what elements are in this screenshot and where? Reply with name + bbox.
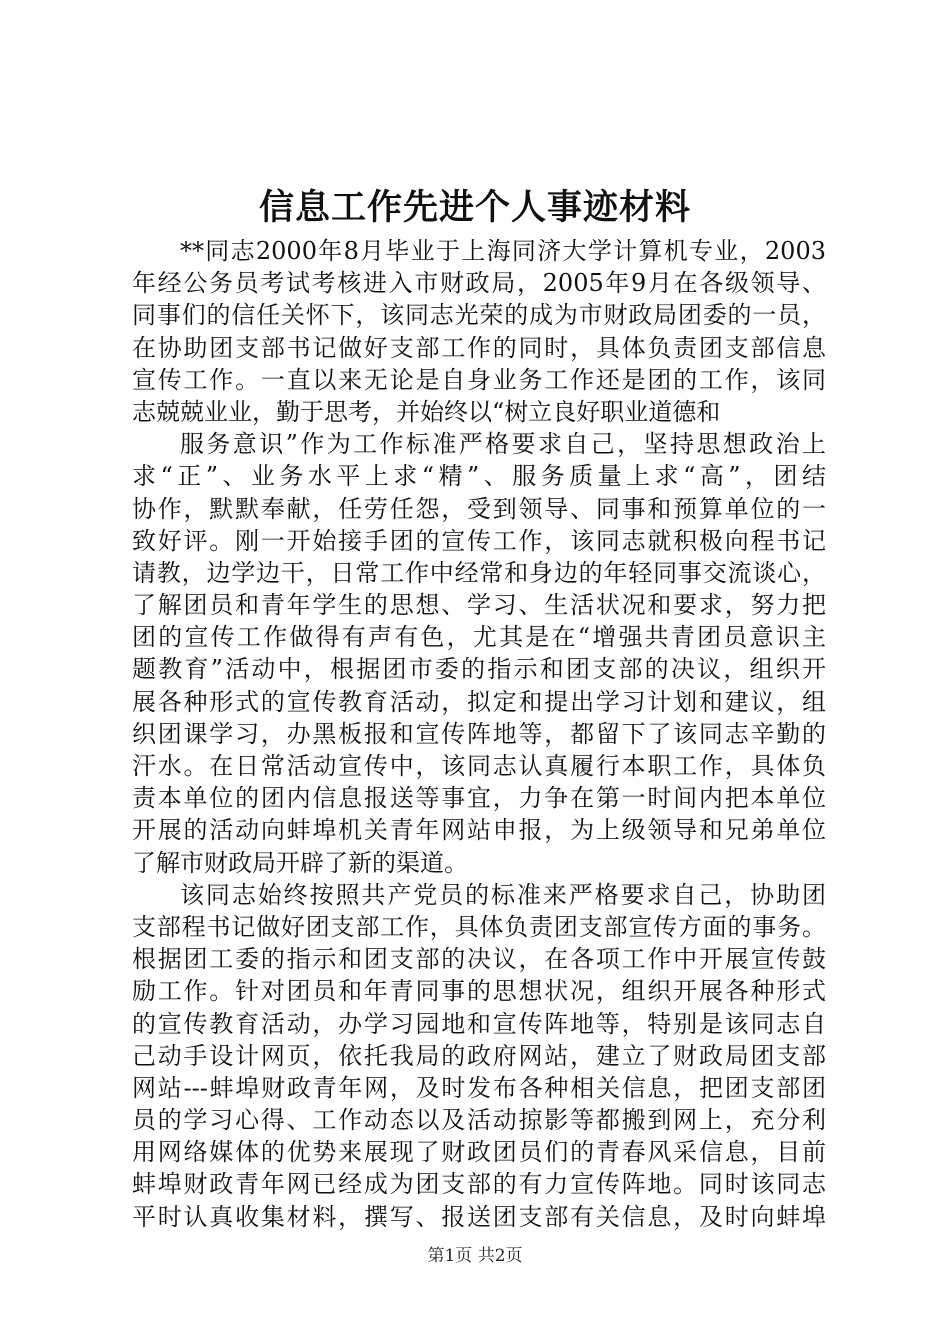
text-line: 责本单位的团内信息报送等事宜，力争在第一时间内把本单位 (132, 784, 826, 813)
text-line: 平时认真收集材料，撰写、报送团支部有关信息，及时向蚌埠 (132, 1202, 826, 1231)
text-line: 致好评。刚一开始接手团的宣传工作，该同志就积极向程书记 (132, 526, 826, 555)
text-line: 同事们的信任关怀下，该同志光荣的成为市财政局团委的一员， (132, 301, 826, 330)
text-line: 蚌埠财政青年网已经成为团支部的有力宣传阵地。同时该同志 (132, 1170, 826, 1199)
text-line: 开展的活动向蚌埠机关青年网站申报，为上级领导和兄弟单位 (132, 816, 826, 845)
text-line: 志兢兢业业，勤于思考，并始终以“树立良好职业道德和 (132, 397, 721, 426)
text-line: 根据团工委的指示和团支部的决议，在各项工作中开展宣传鼓 (132, 945, 826, 974)
text-line: 了解市财政局开辟了新的渠道。 (132, 848, 468, 877)
text-line: 己动手设计网页，依托我局的政府网站，建立了财政局团支部 (132, 1041, 826, 1070)
document-body (132, 235, 826, 1233)
text-line: 织团课学习，办黑板报和宣传阵地等，都留下了该同志辛勤的 (132, 719, 826, 748)
document-title: 信息工作先进个人事迹材料 (258, 187, 691, 228)
page-number: 第1页 共2页 (427, 1246, 523, 1266)
text-line: 汗水。在日常活动宣传中，该同志认真履行本职工作，具体负 (132, 752, 826, 780)
text-line: 的宣传教育活动，办学习园地和宣传阵地等，特别是该同志自 (132, 1009, 826, 1038)
text-line: 宣传工作。一直以来无论是自身业务工作还是团的工作，该同 (132, 365, 826, 394)
text-line: 题教育”活动中，根据团市委的指示和团支部的决议，组织开 (132, 655, 826, 684)
text-line: 团的宣传工作做得有声有色，尤其是在“增强共青团员意识主 (132, 623, 826, 652)
text-line: 该同志始终按照共产党员的标准来严格要求自己，协助团 (180, 880, 826, 909)
text-line: 员的学习心得、工作动态以及活动掠影等都搬到网上，充分利 (132, 1106, 826, 1135)
text-line: 展各种形式的宣传教育活动，拟定和提出学习计划和建议，组 (132, 687, 826, 716)
text-line: 在协助团支部书记做好支部工作的同时，具体负责团支部信息 (132, 333, 826, 362)
text-line: 网站---蚌埠财政青年网，及时发布各种相关信息，把团支部团 (132, 1073, 826, 1102)
text-line: 支部程书记做好团支部工作，具体负责团支部宣传方面的事务。 (132, 912, 826, 941)
text-line: 协作，默默奉献，任劳任怨，受到领导、同事和预算单位的一 (132, 494, 826, 523)
text-line: **同志2000年8月毕业于上海同济大学计算机专业，2003 (180, 237, 826, 265)
text-line: 了解团员和青年学生的思想、学习、生活状况和要求，努力把 (132, 591, 826, 620)
text-line: 励工作。针对团员和年青同事的思想状况，组织开展各种形式 (132, 977, 826, 1006)
text-line: 年经公务员考试考核进入市财政局，2005年9月在各级领导、 (132, 269, 826, 298)
text-line: 服务意识”作为工作标准严格要求自己，坚持思想政治上 (180, 430, 826, 459)
text-line: 用网络媒体的优势来展现了财政团员们的青春风采信息，目前 (132, 1138, 826, 1167)
text-line: 请教，边学边干，日常工作中经常和身边的年轻同事交流谈心， (132, 558, 826, 587)
text-line: 求“正”、业务水平上求“精”、服务质量上求“高”，团结 (132, 462, 826, 491)
